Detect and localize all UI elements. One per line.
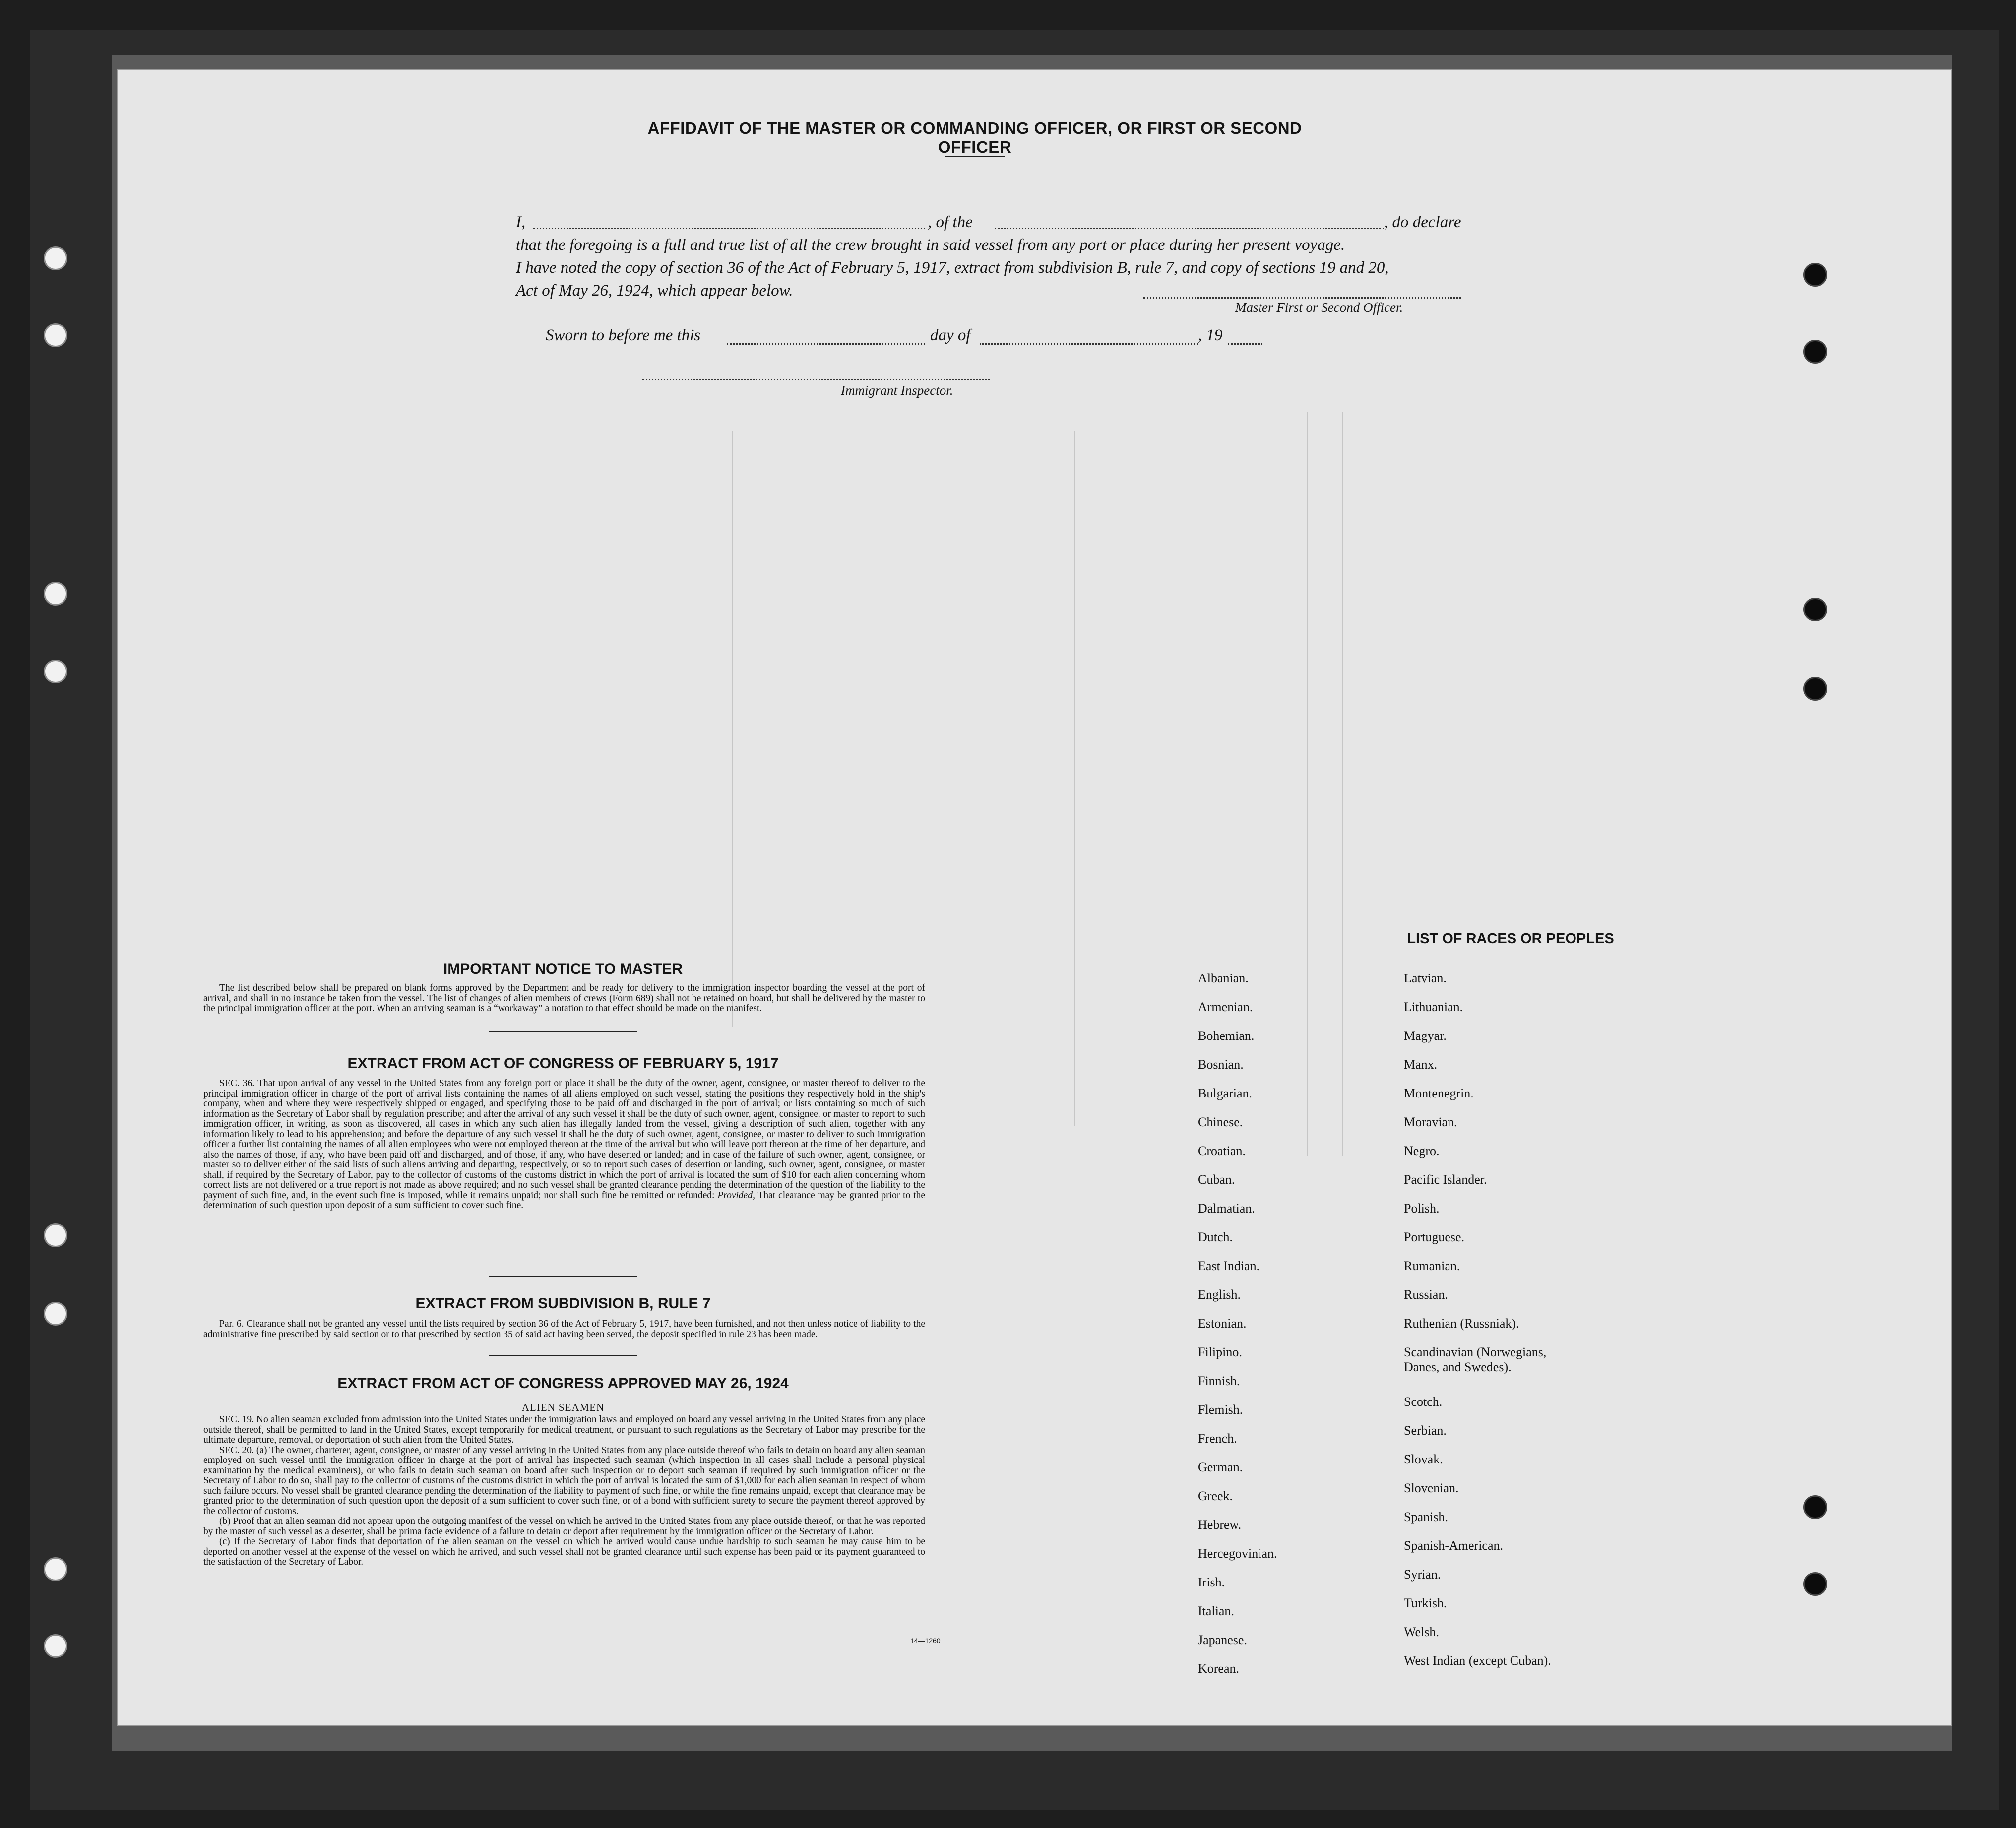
affidavit-declaration: [516, 211, 1657, 302]
alien-seamen-subtitle: ALIEN SEAMEN: [521, 1401, 605, 1413]
section-36-main: SEC. 36. That upon arrival of any vessel in the United States from any foreign port or place it shall be the duty of the owner, agent, consignee, or master thereof to deliver to the principal immigration officer in charge of the port of arrival lists containing the names of all aliens employed on such vessel, stating the positions they respectively hold in the ship's company, when and where they were respectively shipped or engaged, and specifying those to be paid off and discharged in the port of arrival; or lists containing so much of such information as the Secretary of Labor shall by regulation prescribe; and after the arrival of any such vessel it shall be the duty of such owner, agent, consignee, or master to report to such immigration officer, in writing, as soon as discovered, all cases in which any such alien has illegally landed from the vessel, giving a description of such alien, together with any information likely to lead to his apprehension; and before the departure of any such vessel it shall be the duty of such owner, agent, consignee, or master to deliver to such immigration officer a further list containing the names of all alien employees who were not employed thereon at the time of the arrival but who will leave port thereon at the time of her departure, and also the names of those, if any, who have been paid off and discharged, and of those, if any, who have deserted or landed; and in case of the failure of such owner, agent, consignee, or master so to deliver either of the said lists of such aliens arriving and departing, respectively, or so to report such cases of desertion or landing, such owner, agent, consignee, or master shall, if required by the Secretary of Labor, pay to the collector of customs of the customs district in which the port of arrival is located the sum of $10 for each alien concerning whom correct lists are not delivered or a true report is not made as above required; and no such vessel shall be granted clearance pending the determination of the question of the liability to the payment of such fine, and, in the event such fine is imposed, while it remains unpaid; nor shall such fine be remitted or refunded:: [203, 1078, 925, 1201]
punch-hole: [44, 1557, 67, 1581]
race-item: Moravian.: [1404, 1115, 1457, 1129]
section-36-clause: That clearance may be granted prior to the determination of such question upon deposit of a sum sufficient to cover such fine.: [203, 1190, 926, 1211]
notice-title: IMPORTANT NOTICE TO MASTER: [443, 961, 683, 977]
race-item: West Indian (except Cuban).: [1404, 1653, 1551, 1668]
race-item: Hebrew.: [1198, 1518, 1242, 1532]
race-item: Negro.: [1404, 1144, 1440, 1158]
race-item: Portuguese.: [1404, 1230, 1465, 1244]
race-item: German.: [1198, 1460, 1243, 1474]
race-item: East Indian.: [1198, 1259, 1260, 1273]
punch-hole: [1803, 263, 1827, 287]
race-item: Japanese.: [1198, 1633, 1247, 1647]
race-item: Serbian.: [1404, 1423, 1447, 1438]
race-item: Bulgarian.: [1198, 1086, 1253, 1100]
section-36-provided: Provided,: [717, 1190, 755, 1201]
extract-1924-title: EXTRACT FROM ACT OF CONGRESS APPROVED MAY 26, 1924: [337, 1375, 789, 1392]
race-item: Turkish.: [1404, 1596, 1447, 1610]
extract-1917-body: [203, 1079, 925, 1211]
race-item: English.: [1198, 1287, 1241, 1302]
race-item: Croatian.: [1198, 1144, 1246, 1158]
race-item: Lithuanian.: [1404, 1000, 1463, 1014]
master-signature-line: [1143, 297, 1461, 299]
race-item: French.: [1198, 1431, 1237, 1446]
race-item: Korean.: [1198, 1661, 1240, 1676]
race-item: Magyar.: [1404, 1029, 1447, 1043]
notice-paragraph: The list described below shall be prepared on blank forms approved by the Department and be ready for delivery to the immigration inspector boarding the vessel at the port of arrival, and shall in no instance be taken from the vessel. The list of changes of alien members of crews (Form 689) shall not be retained on board, but shall be delivered by the master to the principal immigration officer at the port. When an arriving seaman is a “workaway” a notation to that effect should be made on the manifest.: [203, 983, 925, 1014]
notice-body: [203, 983, 925, 1014]
declaration-first-line: [516, 211, 1657, 234]
vessel-blank: [995, 228, 1384, 229]
race-item: Chinese.: [1198, 1115, 1243, 1129]
punch-hole: [44, 246, 67, 270]
race-item: Spanish-American.: [1404, 1538, 1504, 1553]
race-item: Hercegovinian.: [1198, 1546, 1277, 1561]
punch-hole: [44, 1223, 67, 1247]
punch-hole: [44, 323, 67, 347]
race-item: Welsh.: [1404, 1625, 1439, 1639]
rule-7-title: EXTRACT FROM SUBDIVISION B, RULE 7: [415, 1295, 711, 1312]
i-label: I,: [516, 213, 526, 231]
declaration-line: Act of May 26, 1924, which appear below.: [516, 282, 793, 300]
inspector-signature-line: [642, 379, 990, 380]
year-label: , 19: [1198, 326, 1223, 344]
punch-hole: [44, 582, 67, 606]
do-declare-label: , do declare: [1384, 213, 1461, 231]
race-item: Filipino.: [1198, 1345, 1242, 1359]
race-item: Latvian.: [1404, 971, 1447, 985]
divider: [489, 1355, 637, 1356]
race-item: Manx.: [1404, 1057, 1438, 1072]
race-item: Greek.: [1198, 1489, 1233, 1503]
section-20c-text: (c) If the Secretary of Labor finds that deportation of the alien seaman on the vessel on which he arrived would cause undue hardship to such seaman he may cause him to be deported on another vessel at the expense of the vessel on which he arrived, and such vessel shall not be granted clearance until such expense has been paid or its payment guaranteed to the satisfaction of the Secretary of Labor.: [203, 1536, 925, 1567]
race-item: Flemish.: [1198, 1402, 1243, 1417]
race-item: Albanian.: [1198, 971, 1249, 985]
extract-1917-title: EXTRACT FROM ACT OF CONGRESS OF FEBRUARY 5, 1917: [347, 1055, 779, 1072]
affidavit-title: AFFIDAVIT OF THE MASTER OR COMMANDING OFFICER, OR FIRST OR SECOND OFFICER: [647, 119, 1302, 156]
race-item: Montenegrin.: [1404, 1086, 1474, 1100]
race-item: Scotch.: [1404, 1395, 1443, 1409]
sworn-label: Sworn to before me this: [546, 326, 701, 344]
punch-hole: [1803, 340, 1827, 364]
divider: [489, 1031, 637, 1032]
punch-hole: [44, 1302, 67, 1326]
punch-hole: [1803, 677, 1827, 701]
of-the-label: , of the: [928, 213, 973, 231]
race-item: Slovak.: [1404, 1452, 1443, 1466]
race-item: Estonian.: [1198, 1316, 1247, 1331]
race-item: Bohemian.: [1198, 1029, 1255, 1043]
race-item: Polish.: [1404, 1201, 1440, 1216]
master-caption: Master First or Second Officer.: [1235, 300, 1403, 315]
declaration-line: that the foregoing is a full and true list of all the crew brought in said vessel from any port or place during her present voyage.: [516, 236, 1345, 254]
race-item: Dutch.: [1198, 1230, 1233, 1244]
races-left-column: [1198, 971, 1277, 1690]
section-19-text: SEC. 19. No alien seaman excluded from admission into the United States under the immigration laws and employed on board any vessel arriving in the United States from any place outside thereof, shall be permitted to land in the United States, except temporarily for medical treatment, or pursuant to such regulations as the Secretary of Labor may prescribe for the ultimate departure, removal, or deportation of such alien from the United States.: [203, 1414, 925, 1445]
race-item: Pacific Islander.: [1404, 1172, 1487, 1187]
divider: [945, 156, 1005, 157]
divider: [489, 1276, 637, 1277]
race-item: Finnish.: [1198, 1374, 1240, 1388]
form-number: 14—1260: [910, 1637, 941, 1645]
punch-hole: [1803, 1495, 1827, 1519]
section-20b-text: (b) Proof that an alien seaman did not appear upon the outgoing manifest of the vessel on which he arrived in the United States from any place outside thereof, or that he was reported by the master of such vessel as a deserter, shall be prima facie evidence of a failure to detain or deport after requirement by the immigration officer or the Secretary of Labor.: [203, 1516, 925, 1537]
sworn-year-blank: [1228, 343, 1262, 345]
race-item: Dalmatian.: [1198, 1201, 1255, 1216]
races-right-column: [1404, 971, 1573, 1682]
day-of-label: day of: [930, 326, 971, 344]
race-item: Slovenian.: [1404, 1481, 1459, 1495]
race-item: Ruthenian (Russniak).: [1404, 1316, 1519, 1331]
section-20a-text: SEC. 20. (a) The owner, charterer, agent, consignee, or master of any vessel arriving in the United States from any place outside thereof who fails to detain on board any alien seaman employed on such vessel until the immigration officer in charge at the port of arrival has inspected such seaman (which inspection in all cases shall include a personal physical examination by the medical examiners), or who fails to detain such seaman on board after such inspection or to deport such seaman if required by such immigration officer or the Secretary of Labor to do so, shall pay to the collector of customs of the customs district in which the port of arrival is located the sum of $1,000 for each alien seaman in respect of whom such failure occurs. No vessel shall be granted clearance pending the determination of the liability to payment of such fine, or while the fine remains unpaid, except that clearance may be granted prior to the determination of such question upon the deposit of a sum sufficient to cover such fine, or of a bond with sufficient surety to secure the payment thereof approved by the collector of customs.: [203, 1445, 925, 1517]
punch-hole: [44, 1634, 67, 1658]
race-item: Irish.: [1198, 1575, 1225, 1589]
extract-1924-body: [203, 1415, 925, 1568]
punch-hole: [1803, 1572, 1827, 1596]
race-item: Spanish.: [1404, 1510, 1448, 1524]
race-item: Syrian.: [1404, 1567, 1441, 1582]
rule-7-body: [203, 1319, 925, 1340]
race-item: Cuban.: [1198, 1172, 1235, 1187]
declaration-line: I have noted the copy of section 36 of the Act of February 5, 1917, extract from subdivision B, rule 7, and copy of sections 19 and 20,: [516, 259, 1389, 277]
punch-hole: [44, 660, 67, 683]
sworn-month-blank: [980, 343, 1198, 345]
rule-7-paragraph: Par. 6. Clearance shall not be granted any vessel until the lists required by section 36 of the Act of February 5, 1917, have been furnished, and not then unless notice of liability to the administrative fine prescribed by said section or to that prescribed by section 35 of said act having been served, the deposit specified in rule 23 has been made.: [203, 1319, 925, 1340]
race-item: Rumanian.: [1404, 1259, 1460, 1273]
race-item: Scandinavian (Norwegians, Danes, and Swedes).: [1404, 1345, 1547, 1374]
punch-hole: [1803, 598, 1827, 621]
section-36-text: [203, 1079, 925, 1211]
race-item: Bosnian.: [1198, 1057, 1244, 1072]
sworn-day-blank: [727, 343, 925, 345]
race-item: Russian.: [1404, 1287, 1448, 1302]
race-item: Armenian.: [1198, 1000, 1253, 1014]
race-item: Italian.: [1198, 1604, 1234, 1618]
name-blank: [533, 228, 925, 229]
races-title: LIST OF RACES OR PEOPLES: [1407, 931, 1614, 947]
inspector-caption: Immigrant Inspector.: [841, 383, 953, 398]
document-page: [117, 69, 1952, 1726]
